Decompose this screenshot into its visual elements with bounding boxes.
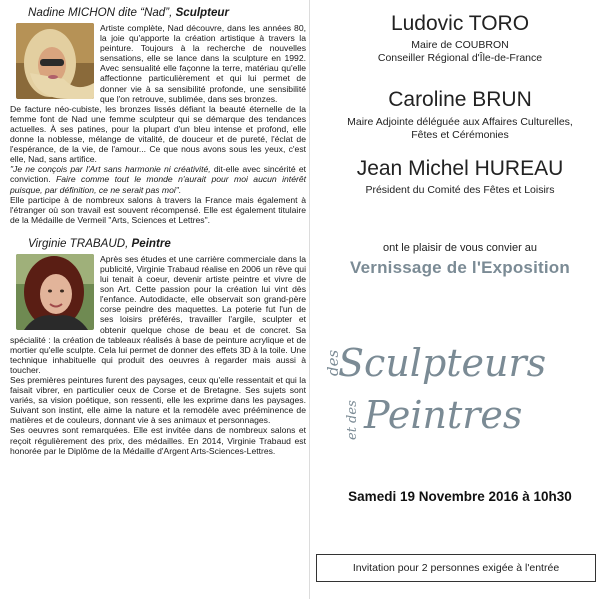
artist-bio-nadine: [10, 6, 306, 225]
bio-paragraph: Ses oeuvres sont remarquées. Elle est invitée dans de nombreux salons et reçoit régulièrement des prix, des médailles. En 2014, Virginie Trabaud est honorée par le Diplôme de la Médaille d'Argent Arts-Sciences-Lettres.: [10, 425, 306, 456]
event-date: Samedi 19 Novembre 2016 à 10h30: [348, 489, 572, 504]
script-peintres: Peintres: [364, 393, 523, 437]
host-role: Maire de COUBRON: [411, 39, 509, 51]
host-role: Conseiller Régional d'Île-de-France: [377, 52, 543, 64]
script-sculpteurs: Sculpteurs: [338, 341, 547, 385]
quote-text: "Je ne conçois par l'Art sans harmonie ni créativité,: [10, 164, 211, 175]
bio-paragraph: Ses premières peintures furent des paysages, ceux qu'elle ressentait et qui la faisait vibrer, en particulier ceux de Corse et de Bretagne. Ses sujets sont variés, sa vision poétique, son ressenti, elle les exprime dans les paysages. Suivant son instint, elle aime la nature et la remodèle avec prééminence de matières et de couleurs, donnant vie à ses animaux et personnages.: [10, 375, 306, 426]
artist-photo: [16, 23, 94, 99]
host-name: Caroline BRUN: [388, 88, 532, 111]
host-role: Président du Comité des Fêtes et Loisirs: [365, 184, 555, 196]
artist-bio: [10, 254, 306, 456]
bio-paragraph: De facture néo-cubiste, les bronzes lissés défiant la beauté éternelle de la femme font de Nad une femme sculpteur qui se démarque des tendances actuelles. À ses patines, pour la plupart d'un bleu intense et profond, elle donne la noblesse, mélange de vitalité, de douceur et de pureté, l'éclat de l'espérance, de la vie, de l'amour... Ce que nous avons sous les yeux, c'est elle, Nad, sans artifice.: [10, 103, 306, 165]
quote-attribution: dit-elle avec sincérité et conviction.: [10, 164, 306, 185]
artist-role: Peintre: [131, 236, 171, 250]
notice-text: Invitation pour 2 personnes exigée à l'entrée: [352, 562, 560, 574]
invitation-notice: [316, 554, 596, 582]
host-name: Ludovic TORO: [390, 12, 530, 35]
bio-paragraph: Artiste complète, Nad découvre, dans les années 80, la joie qu'apporte la création artistique à travers la peinture. Toujours à la recherche de nouvelles sensations, elle se lance dans la sculpture en 1992. Avec sensualité elle façonne la terre, matériau qu'elle affectionne particulièrement et qui lui permet de donner vie à sa sensibilité profonde, une sensibilité que l'on retrouve, sublimée, dans ses bronzes.: [100, 23, 306, 104]
artist-name: Nadine MICHON dite “Nad”, Sculpteur: [28, 6, 230, 19]
event-title: Vernissage de l'Exposition: [350, 258, 570, 277]
host-block: [310, 88, 610, 142]
artist-role: Sculpteur: [175, 6, 230, 19]
script-et-des: et des: [345, 400, 360, 440]
host-block: [310, 157, 610, 197]
bio-paragraph: Elle participe à de nombreux salons à travers la France mais également à l'étranger où son travail est souvent récompensé. Elle est également titulaire de la Médaille de Vermeil "Arts, Sciences et Lettres".: [10, 194, 306, 225]
host-role: Fêtes et Cérémonies: [411, 129, 509, 141]
artist-bio-virginie: [10, 237, 306, 456]
artists-column: [10, 6, 306, 456]
script-des: des: [324, 349, 342, 376]
host-block: [310, 12, 610, 65]
artist-name-text: Virginie TRABAUD,: [28, 236, 129, 250]
bio-quote: [10, 164, 306, 194]
invite-line: ont le plaisir de vous convier au: [382, 242, 538, 254]
artist-name: [28, 237, 306, 250]
artist-name-text: Nadine MICHON dite “Nad”: [28, 6, 170, 19]
host-role: Maire Adjointe déléguée aux Affaires Culturelles,: [347, 116, 573, 128]
quote-text: Faire comme tout le monde n'aurait pour moi aucun intérêt puisque, par définition, ce ne serait pas moi".: [10, 174, 307, 195]
bio-paragraph: Après ses études et une carrière commerciale dans la publicité, Virginie Trabaud réalise en 2006 un rêve qui lui tenait à coeur, devenir artiste peintre et vivre de son Art. Cette passion pour la création lui vint dès l'enfance. Autodidacte, elle observait son grand-père corse peindre des maquettes. La poterie fut l'un de ses loisirs préférés, travailler l'argile, sculpter et obtenir quelque chose de beau et de concret. Sa spécialité : la création de tableaux réalisés à base de peinture acrylique et de mortier qu'elle sculpte. Cela lui permet de donner des effets 3D à la toile. Une technique inhabituelle qui produit des oeuvres à regarder mais aussi à toucher.: [10, 253, 306, 375]
artist-bio: [10, 23, 306, 225]
artist-photo: [16, 254, 94, 330]
host-name: Jean Michel HUREAU: [356, 157, 564, 180]
